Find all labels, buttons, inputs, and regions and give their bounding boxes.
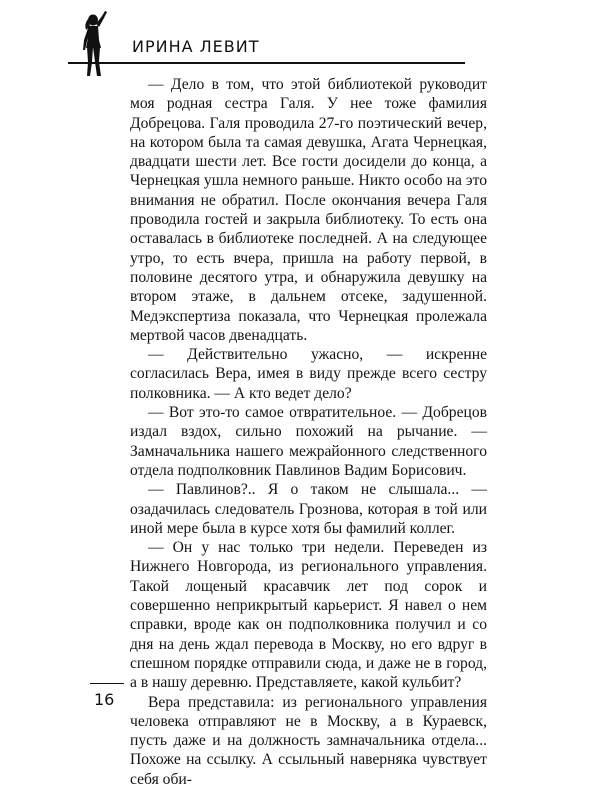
woman-silhouette-icon	[72, 10, 118, 78]
paragraph: — Он у нас только три недели. Переведен из Нижнего Новгорода, из регионального управления. Такой лощеный красавчик лет под сорок и совершенно неприкрытый карьерист. Я навел о нем справки, вроде как он подполковника получил и со дня на день ждал перевода в Москву, но его вдруг в спешном порядке отправили сюда, и даже не в город, а в нашу деревню. Представляете, какой кульбит?	[130, 539, 487, 692]
paragraph: Вера представила: из регионального управления человека отправляют не в Москву, а в Кураевск, пусть даже и на должность замначальника отдела... Похоже на ссылку. А ссыльный наверняка чувствует себя оби-	[130, 693, 487, 788]
paragraph: — Действительно ужасно, — искренне согласилась Вера, имея в виду прежде всего сестру полковника. — А кто ведет дело?	[130, 346, 487, 402]
paragraph: — Вот это-то самое отвратительное. — Добрецов издал вздох, сильно похожий на рычание. — Замначальника нашего межрайонного следственного отдела подполковник Павлинов Вадим Борисович.	[130, 404, 487, 479]
author-name: ИРИНА ЛЕВИТ	[132, 37, 260, 56]
body-text	[130, 75, 487, 789]
page-number: 16	[94, 690, 115, 709]
paragraph: — Павлинов?.. Я о таком не слышала... — озадачилась следователь Грознова, которая в той или иной мере была в курсе хотя бы фамилий коллег.	[130, 481, 487, 537]
header-rule	[68, 62, 465, 64]
footer-rule	[90, 683, 124, 684]
paragraph: — Дело в том, что этой библиотекой руководит моя родная сестра Галя. У нее тоже фамилия Добрецова. Галя проводила 27-го поэтический вечер, на котором была та самая девушка, Агата Чернецкая, двадцати шести лет. Все гости досидели до конца, а Чернецкая ушла немного раньше. Никто особо на это внимания не обратил. После окончания вечера Галя проводила гостей и закрыла библиотеку. То есть она оставалась в библиотеке последней. А на следующее утро, то есть вчера, пришла на работу первой, в половине десятого утра, и обнаружила девушку на втором этаже, в дальнем отсеке, задушенной. Медэкспертиза показала, что Чернецкая пролежала мертвой часов двенадцать.	[130, 76, 487, 344]
